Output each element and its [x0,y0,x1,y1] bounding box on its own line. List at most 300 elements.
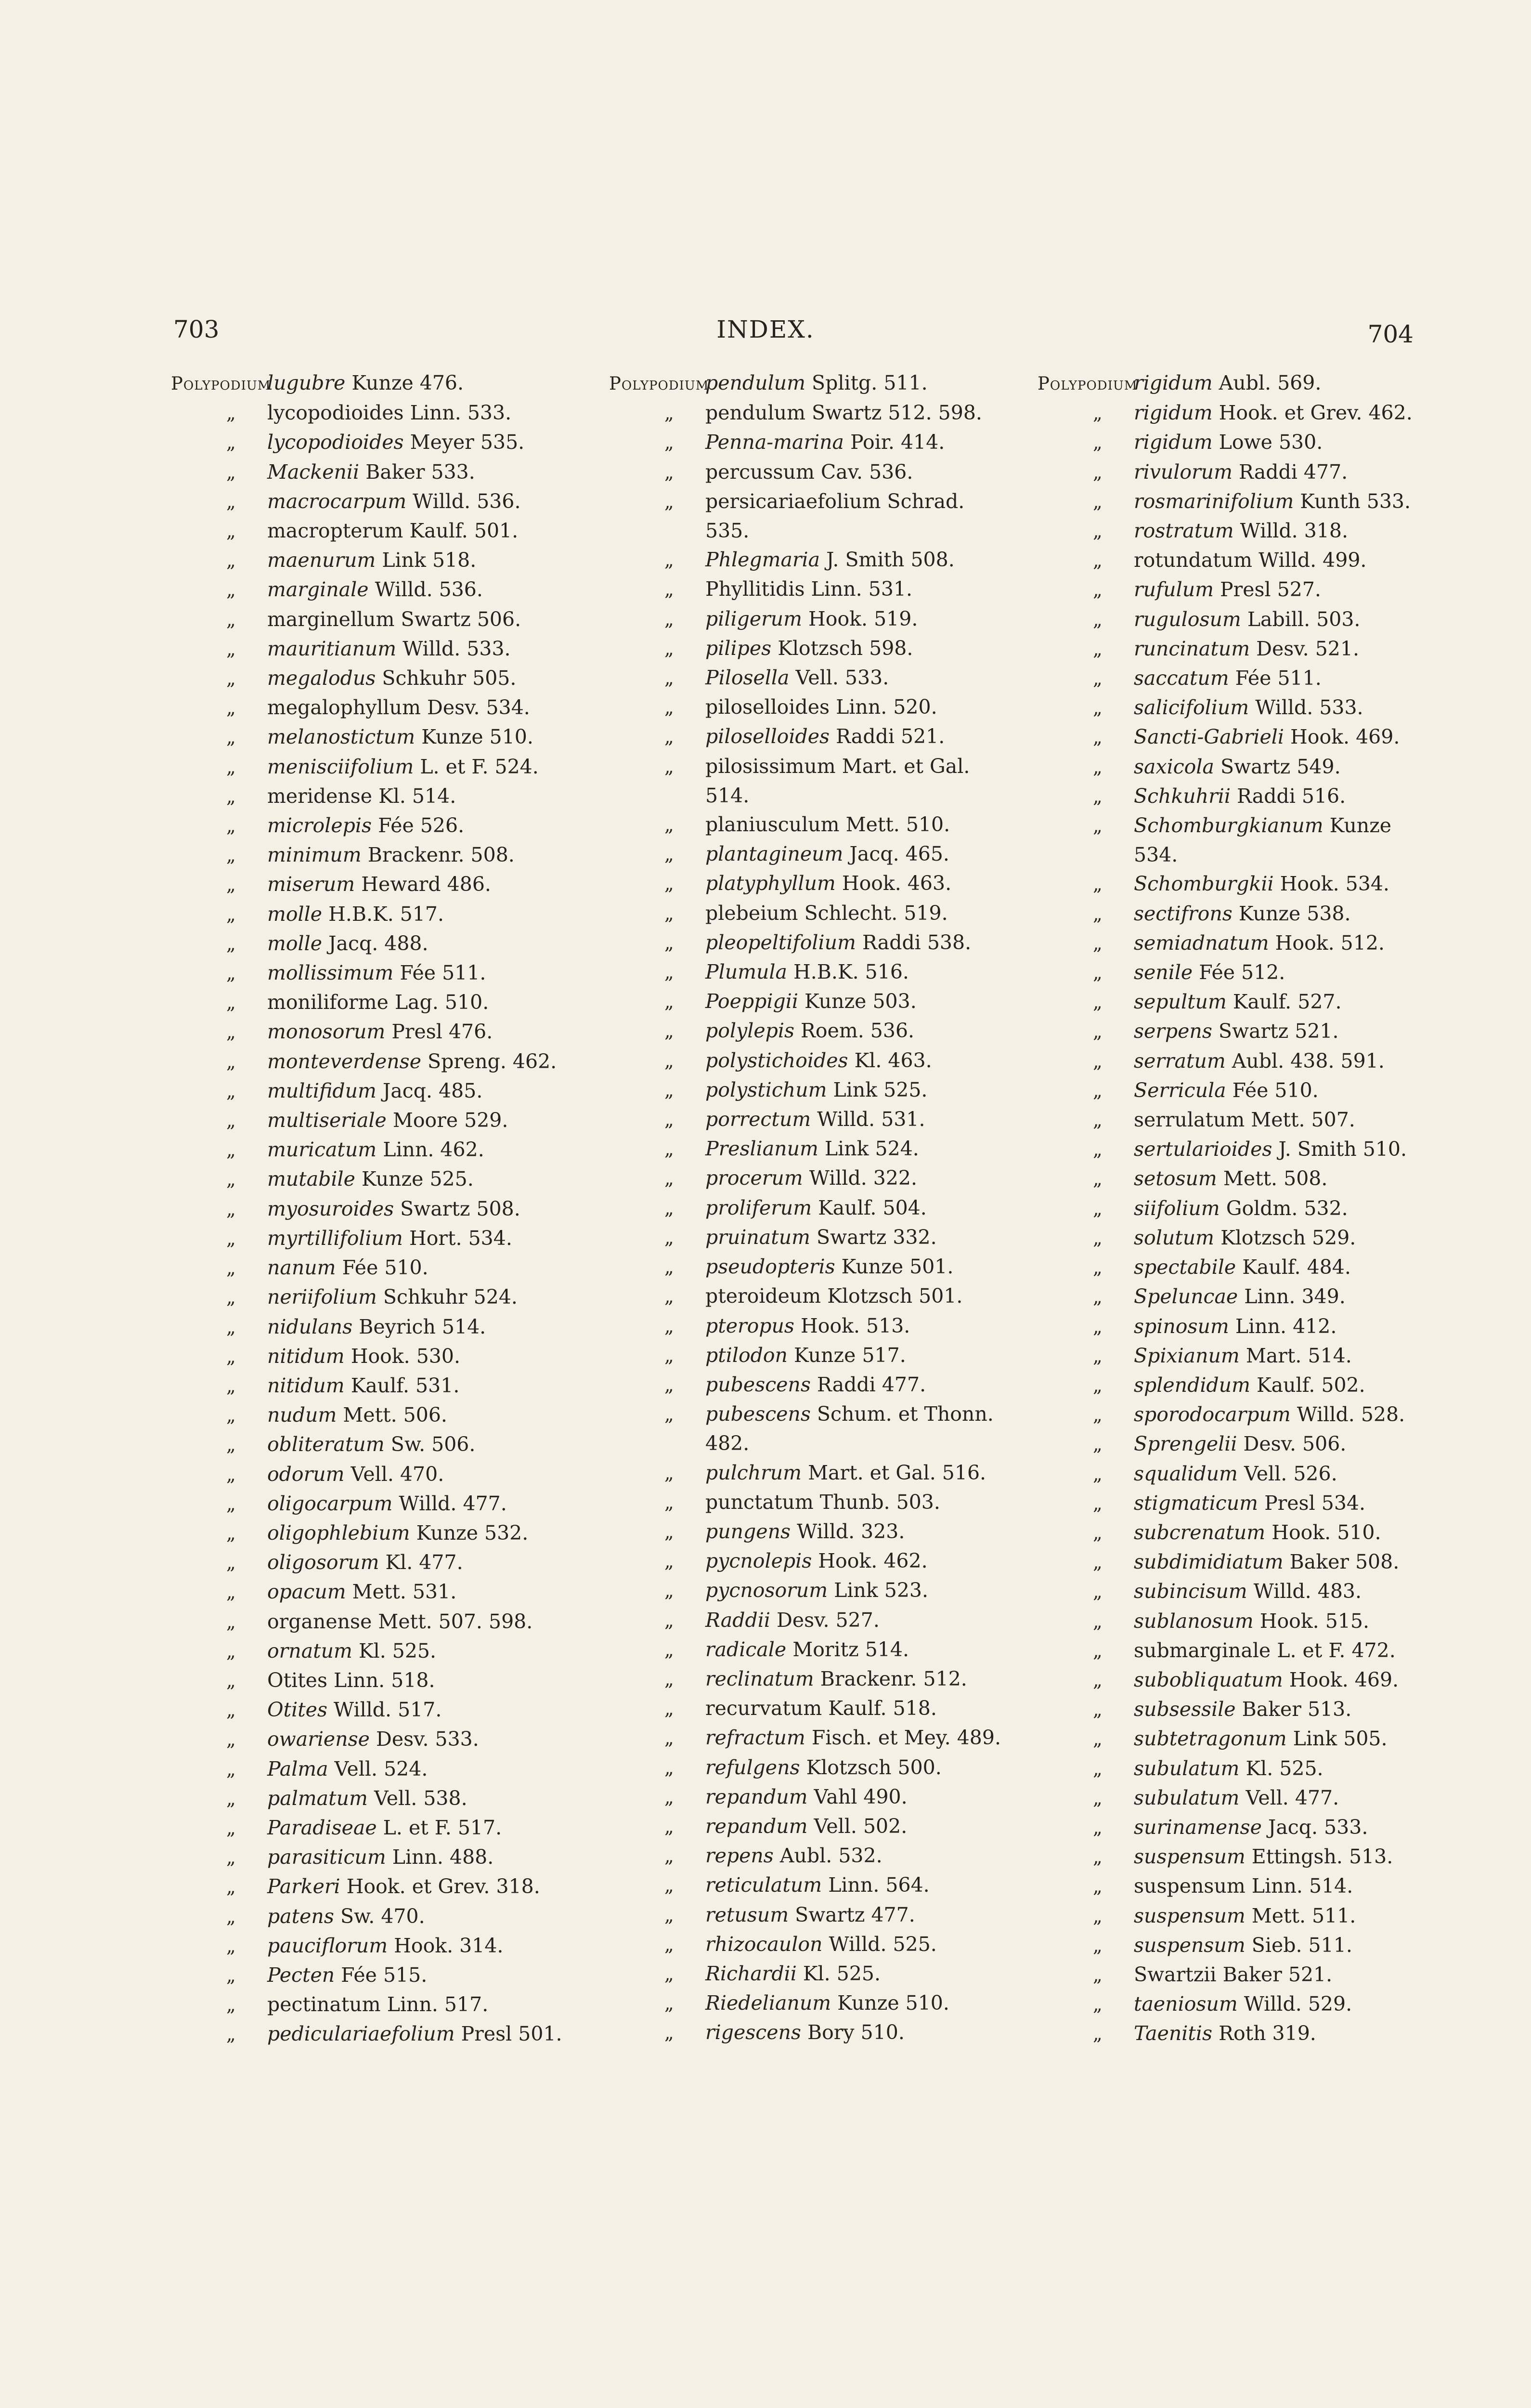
species-name: subulatum [1134,1786,1240,1809]
species-name: miserum [267,873,355,896]
index-entry [1038,516,1461,546]
authority-reference: Kunze 476. [351,371,464,394]
index-entry [1038,1105,1461,1135]
species-name: moniliforme [267,991,389,1014]
authority-reference: Willd. 323. [797,1519,905,1543]
index-entry [1038,1194,1461,1223]
species-name: repens [705,1844,774,1868]
ditto-mark: „ [664,1197,674,1219]
ditto-mark: „ [226,1434,236,1456]
authority-reference: Linn. 531. [811,577,913,601]
authority-reference: Vell. 477. [1246,1786,1339,1809]
ditto-mark: „ [1093,1021,1103,1043]
species-name: setosum [1134,1167,1217,1191]
ditto-mark: „ [1093,1935,1103,1956]
index-entry [609,1458,1033,1488]
species-name: opacum [267,1580,346,1604]
species-name: lycopodioides [267,401,404,425]
index-entry [609,987,1033,1016]
ditto-mark: „ [226,1582,236,1603]
species-name: Sancti-Gabrieli [1134,725,1284,749]
authority-reference: Link 525. [833,1078,928,1101]
index-entry [609,1812,1033,1841]
authority-reference: Baker 508. [1289,1550,1400,1574]
authority-reference: Kaulf. 531. [350,1374,460,1397]
authority-reference: Roth 319. [1219,2022,1316,2045]
species-name: rivulorum [1134,460,1233,484]
ditto-mark: „ [664,1727,674,1749]
authority-reference: Linn. 517. [387,1993,489,2016]
index-entry [171,575,595,604]
genus-label: Polypodium [1038,373,1138,394]
species-name: parasiticum [267,1845,386,1869]
ditto-mark: „ [226,1287,236,1309]
authority-reference: Raddi 521. [836,725,945,748]
index-entry [609,604,1033,634]
authority-reference: Poir. 414. [850,431,945,454]
authority-reference: Kl. 525. [803,1962,881,1985]
species-name: spinosum [1134,1314,1229,1338]
ditto-mark: „ [226,697,236,719]
ditto-mark: „ [226,1935,236,1957]
species-name: pseudopteris [705,1255,835,1279]
index-entry [1038,1135,1461,1164]
authority-reference: Aubl. 532. [779,1844,882,1868]
species-name: menisciifolium [267,755,414,778]
species-name: rosmarinifolium [1134,489,1294,513]
species-name: reclinatum [705,1667,814,1690]
index-entry [1038,1429,1461,1459]
authority-reference: H.B.K. 516. [793,960,909,984]
species-name: saxicola [1134,755,1214,778]
species-name: piligerum [705,607,802,630]
ditto-mark: „ [226,432,236,454]
index-entry [1038,958,1461,987]
index-entry [1038,869,1461,899]
ditto-mark: „ [664,1786,674,1808]
index-entry [609,1900,1033,1930]
ditto-mark: „ [1093,1257,1103,1279]
species-name: suspensum [1134,1904,1246,1927]
species-name: subincisum [1134,1580,1247,1603]
species-name: Palma [267,1757,328,1780]
index-entry [609,1252,1033,1282]
species-name: suspensum [1134,1845,1246,1869]
authority-reference: Raddi 477. [817,1373,926,1396]
authority-reference: Kunze 517. [794,1343,906,1367]
ditto-mark: „ [664,1462,674,1484]
index-entry [1038,722,1461,752]
index-entry [1038,428,1461,457]
species-name: recurvatum [705,1697,822,1720]
ditto-mark: „ [1093,1198,1103,1219]
ditto-mark: „ [226,1257,236,1279]
index-entry [171,1165,595,1194]
index-entry [609,1635,1033,1664]
authority-reference: Willd. 322. [809,1166,918,1190]
ditto-mark: „ [664,1139,674,1160]
ditto-mark: „ [226,579,236,601]
page-title: INDEX. [716,315,815,343]
species-name: Preslianum [705,1137,818,1161]
authority-reference: Fisch. et Mey. 489. [811,1726,1001,1750]
species-name: piloselloides [705,695,830,719]
species-name: porrectum [705,1108,811,1131]
index-entry [1038,546,1461,575]
index-entry [609,516,1033,545]
index-entry [609,1282,1033,1311]
index-entry [609,781,1033,810]
ditto-mark: „ [1093,932,1103,954]
genus-label: Polypodium [171,373,271,394]
authority-reference: Baker 513. [1242,1698,1352,1721]
ditto-mark: „ [1093,1994,1103,2015]
ditto-mark: „ [1093,1610,1103,1632]
ditto-mark: „ [664,1668,674,1690]
authority-reference: Swartz 521. [1218,1020,1339,1043]
ditto-mark: „ [664,638,674,659]
index-entry [609,1930,1033,1959]
ditto-mark: „ [226,1522,236,1544]
authority-reference: Willd. 525. [829,1932,937,1956]
authority-reference: Desv. 527. [777,1608,880,1632]
index-entry [1038,1489,1461,1518]
index-entry [1038,929,1461,958]
authority-reference: Kaulf. 484. [1242,1256,1351,1279]
index-entry [171,1931,595,1961]
species-name: senile [1134,961,1193,984]
index-entry [609,1046,1033,1075]
species-name: pulchrum [705,1461,802,1484]
ditto-mark: „ [1093,1139,1103,1161]
index-entry [171,811,595,840]
authority-reference: Schkuhr 505. [382,667,517,690]
ditto-mark: „ [1093,992,1103,1013]
ditto-mark: „ [1093,609,1103,630]
ditto-mark: „ [226,785,236,807]
species-name: suspensum [1134,1874,1246,1898]
index-entry [171,368,595,398]
species-name: Paradiseae [267,1816,377,1839]
ditto-mark: „ [226,933,236,955]
index-entry [171,516,595,546]
ditto-mark: „ [226,403,236,424]
index-entry [1038,840,1461,869]
index-entry [1038,1253,1461,1282]
index-entry [1038,1017,1461,1046]
ditto-mark: „ [1093,874,1103,895]
authority-reference: Jacq. 488. [328,931,428,955]
authority-reference: Ettingsh. 513. [1251,1845,1393,1869]
index-entry [171,1548,595,1577]
species-name: maenurum [267,549,376,572]
authority-reference: Fée 510. [342,1256,428,1280]
species-name: rotundatum [1134,549,1253,572]
index-entry [171,1312,595,1342]
index-entry [171,1990,595,2019]
species-name: oligosorum [267,1551,379,1574]
authority-reference: Swartz 477. [795,1903,915,1926]
index-entry [171,988,595,1017]
authority-reference: Presl 476. [391,1020,493,1044]
ditto-mark: „ [664,1904,674,1926]
ditto-mark: „ [1093,1522,1103,1544]
ditto-mark: „ [1093,1640,1103,1662]
species-name: serrulatum [1134,1108,1245,1132]
species-name: Plumula [705,960,787,984]
authority-reference: Vell. 533. [795,666,889,690]
ditto-mark: „ [1093,1080,1103,1101]
ditto-mark: „ [1093,579,1103,601]
index-entry [171,1489,595,1518]
authority-reference: Thunb. 503. [819,1490,940,1514]
species-name: plebeium [705,901,798,925]
index-entry [171,722,595,752]
index-entry [1038,811,1461,840]
ditto-mark: „ [1093,1728,1103,1750]
authority-reference: Fée 512. [1199,961,1285,984]
species-name: taeniosum [1134,1992,1238,2016]
authority-reference: Hook. 463. [842,872,952,895]
index-entry [1038,1989,1461,2019]
authority-reference: Vell. 502. [814,1814,908,1838]
ditto-mark: „ [1093,1876,1103,1898]
authority-reference: Desv. 533. [376,1727,479,1751]
species-name: patens [267,1904,334,1928]
authority-reference: Kl. 514. [378,784,456,808]
ditto-mark: „ [664,1109,674,1131]
index-entry [609,1871,1033,1900]
species-name: ornatum [267,1639,352,1662]
index-entry [1038,634,1461,664]
species-name: subulatum [1134,1756,1240,1780]
species-name: persicariaefolium [705,489,881,513]
ditto-mark: „ [226,1552,236,1574]
authority-reference: Kl. 525. [1246,1756,1323,1780]
ditto-mark: „ [664,491,674,512]
authority-reference: Desv. 521. [1256,637,1359,660]
species-name: pubescens [705,1402,811,1426]
ditto-mark: „ [1093,1168,1103,1190]
ditto-mark: „ [664,1256,674,1278]
index-entry [171,1135,595,1165]
authority-reference: Kl. 477. [385,1551,463,1574]
index-entry [609,1959,1033,1989]
index-column-3 [1038,368,1461,2049]
authority-reference: Cav. 536. [820,460,913,484]
index-entry [609,1134,1033,1164]
ditto-mark: „ [226,1228,236,1249]
species-name: polylepis [705,1019,794,1043]
species-name: odorum [267,1462,345,1486]
species-name: pycnolepis [705,1549,812,1573]
authority-reference: Presl 534. [1264,1491,1366,1515]
authority-reference: Lag. 510. [394,991,489,1014]
ditto-mark: „ [1093,1964,1103,1986]
index-entry [1038,1607,1461,1636]
index-entry [1038,1754,1461,1783]
authority-reference: Jacq. 533. [1268,1815,1368,1839]
index-entry [609,1193,1033,1223]
ditto-mark: „ [1093,1316,1103,1337]
ditto-mark: „ [664,1698,674,1720]
species-name: sporodocarpum [1134,1403,1291,1426]
index-entry [1038,398,1461,428]
ditto-mark: „ [226,1110,236,1132]
authority-reference: Aubl. 438. 591. [1232,1049,1385,1073]
ditto-mark: „ [664,1404,674,1426]
authority-reference: Linn. 520. [836,695,937,719]
species-name: megalophyllum [267,696,421,720]
index-column-2 [609,368,1033,2048]
ditto-mark: „ [1093,2023,1103,2045]
authority-reference: Heward 486. [361,873,491,896]
authority-reference: Fée 515. [341,1963,428,1987]
authority-reference: Kaulf. 502. [1257,1373,1365,1397]
index-entry [1038,1783,1461,1813]
index-entry [609,634,1033,663]
species-name: nidulans [267,1315,353,1338]
index-entry [1038,1459,1461,1489]
authority-reference: Hook. 519. [808,607,918,630]
ditto-mark: „ [226,1405,236,1426]
species-name: pendulum [705,401,805,425]
species-name: Pecten [267,1963,335,1987]
index-entry [1038,1223,1461,1253]
authority-reference: Hook. et Grev. 462. [1219,401,1413,425]
ditto-mark: „ [664,1315,674,1337]
index-entry [609,752,1033,781]
ditto-mark: „ [226,1964,236,1986]
index-entry [609,1105,1033,1134]
species-name: pungens [705,1519,791,1543]
species-name: lugubre [267,371,346,394]
species-name: oligophlebium [267,1521,410,1544]
authority-reference: Schkuhr 524. [383,1285,518,1309]
authority-reference: Brackenr. 512. [820,1667,967,1690]
authority-reference: Sw. 506. [390,1433,476,1456]
authority-reference: Mett. 507. 598. [378,1610,533,1633]
species-name: rostratum [1134,519,1234,543]
authority-reference: J. Smith 508. [826,548,955,572]
ditto-mark: „ [1093,1905,1103,1927]
authority-reference: Hook. 314. [394,1934,504,1957]
authority-reference: Vell. 538. [374,1786,467,1810]
authority-reference: Kunth 533. [1300,489,1411,513]
index-entry [171,1194,595,1224]
ditto-mark: „ [664,1551,674,1572]
index-entry [171,487,595,516]
ditto-mark: „ [664,667,674,689]
species-name: subcrenatum [1134,1520,1266,1544]
ditto-mark: „ [664,1963,674,1985]
authority-reference: Linn. 488. [392,1845,494,1869]
species-name: sepultum [1134,990,1227,1014]
species-name: monosorum [267,1020,386,1044]
authority-reference: Hook. 510. [1272,1520,1381,1544]
ditto-mark: „ [664,1079,674,1101]
species-name: neriifolium [267,1285,377,1309]
ditto-mark: „ [664,814,674,836]
authority-reference: Swartz 332. [817,1225,937,1249]
species-name: pteroideum [705,1284,821,1308]
authority-reference: Willd. 477. [399,1492,507,1515]
species-name: nudum [267,1403,337,1427]
authority-reference: Kaulf. 504. [818,1196,927,1219]
species-name: Raddii [705,1608,770,1632]
index-entry [171,929,595,958]
authority-reference: Hook. 469. [1289,1668,1399,1691]
species-name: mauritianum [267,637,397,660]
ditto-mark: „ [664,550,674,571]
ditto-mark: „ [226,1169,236,1191]
index-entry [1038,693,1461,722]
ditto-mark: „ [664,1816,674,1837]
ditto-mark: „ [664,1492,674,1513]
authority-reference: J. Smith 510. [1278,1138,1407,1161]
index-entry [609,1546,1033,1576]
ditto-mark: „ [226,845,236,866]
authority-reference: Fée 510. [1232,1078,1319,1102]
ditto-mark: „ [664,1993,674,2015]
ditto-mark: „ [1093,668,1103,690]
authority-reference: 534. [1134,843,1178,867]
ditto-mark: „ [1093,461,1103,483]
ditto-mark: „ [664,1286,674,1308]
species-name: organense [267,1610,372,1633]
authority-reference: Kl. 463. [854,1048,932,1072]
authority-reference: Willd. 536. [375,578,483,602]
authority-reference: Mett. 511. [1251,1904,1356,1927]
ditto-mark: „ [226,1346,236,1367]
species-name: nitidum [267,1344,345,1368]
species-name: splendidum [1134,1373,1250,1397]
authority-reference: Kaulf. 527. [1233,990,1342,1014]
authority-reference: Linn. 514. [1251,1874,1353,1898]
ditto-mark: „ [664,1934,674,1955]
species-name: rigidum [1134,401,1213,425]
authority-reference: Mart. 514. [1246,1344,1352,1367]
species-name: rufulum [1134,578,1214,602]
authority-reference: Raddi 477. [1239,460,1348,484]
ditto-mark: „ [664,1521,674,1543]
authority-reference: Fée 511. [400,961,486,985]
index-entry [609,1075,1033,1105]
ditto-mark: „ [1093,1374,1103,1396]
index-entry [1038,1665,1461,1695]
authority-reference: Bory 510. [807,2021,905,2044]
authority-reference: Willd. 528. [1297,1403,1405,1426]
species-name: proliferum [705,1196,812,1219]
species-name: polystichoides [705,1048,848,1072]
index-entry [1038,1341,1461,1371]
authority-reference: Mett. 510. [845,813,950,837]
index-entry [609,1429,1033,1458]
species-name: surinamense [1134,1815,1262,1839]
ditto-mark: „ [226,638,236,660]
species-name: serratum [1134,1049,1226,1073]
ditto-mark: „ [226,963,236,984]
authority-reference: Linn. 564. [828,1873,930,1897]
index-entry [1038,782,1461,811]
index-entry [171,1518,595,1548]
ditto-mark: „ [226,550,236,572]
index-entry [1038,1047,1461,1076]
ditto-mark: „ [1093,1492,1103,1514]
authority-reference: Mett. 506. [343,1403,447,1427]
ditto-mark: „ [226,491,236,512]
authority-reference: Willd. 533. [1255,696,1363,720]
